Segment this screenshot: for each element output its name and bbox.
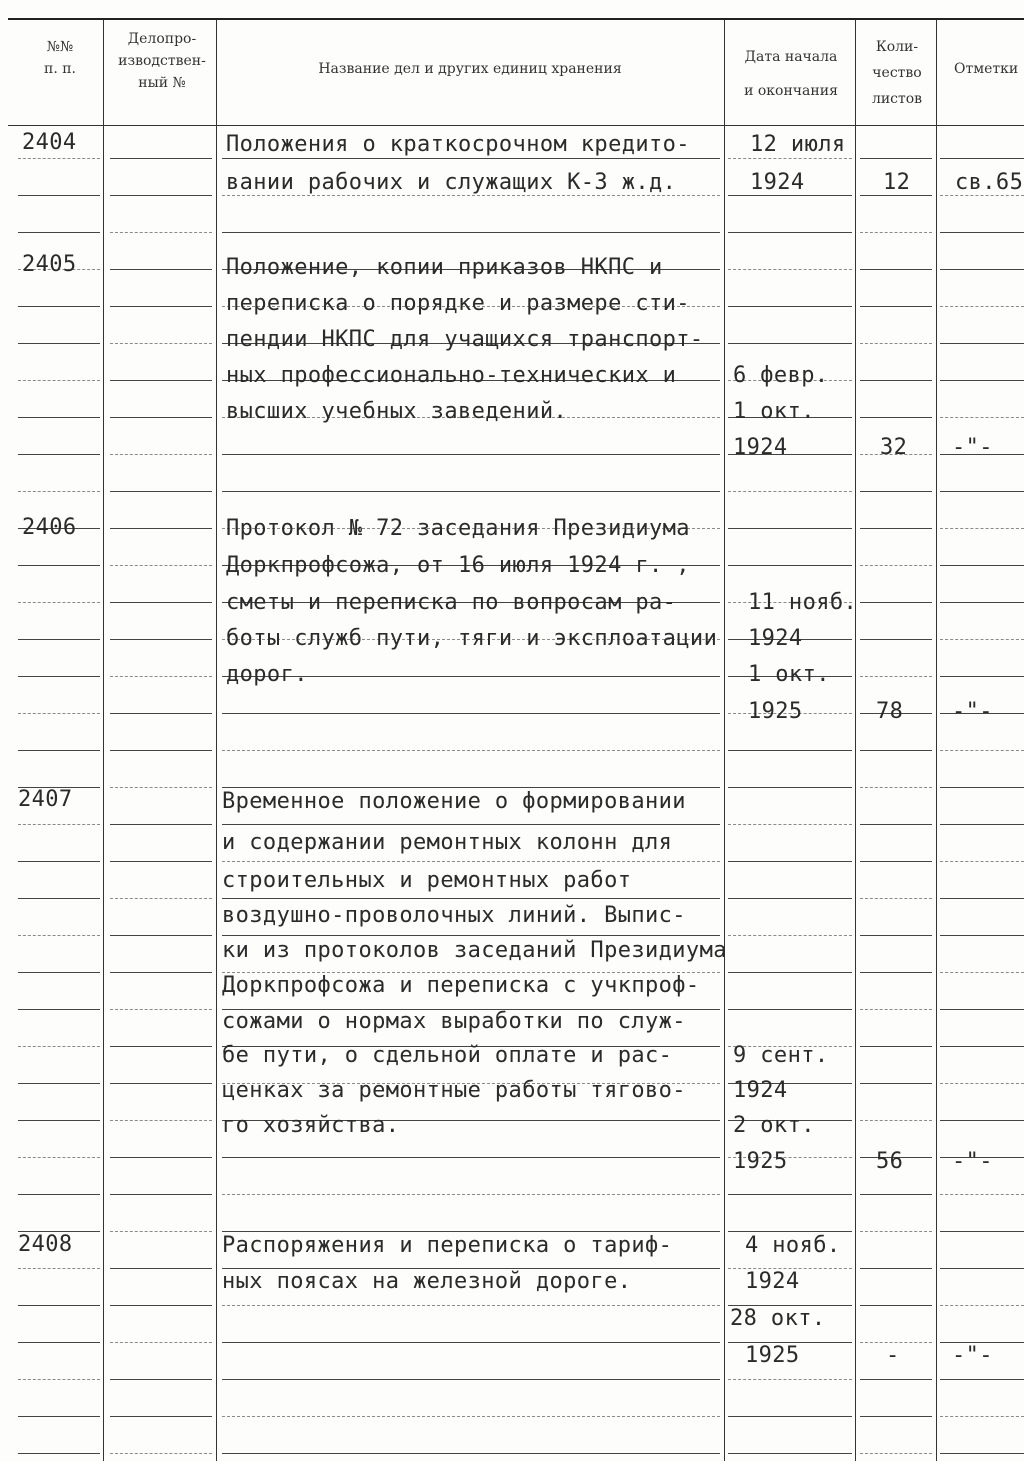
header-text: Отметки bbox=[954, 61, 1019, 77]
ruled-line bbox=[18, 1268, 100, 1269]
ruled-line bbox=[940, 269, 1024, 270]
record-title-line: го хозяйства. bbox=[222, 1113, 400, 1138]
ruled-line bbox=[860, 1009, 932, 1010]
ruled-line bbox=[860, 861, 932, 862]
ruled-line bbox=[18, 713, 100, 714]
ruled-line bbox=[110, 1416, 212, 1417]
header-bottom-border bbox=[8, 125, 1024, 126]
ruled-line bbox=[940, 972, 1024, 973]
ruled-line bbox=[860, 1120, 932, 1121]
ruled-line bbox=[940, 158, 1024, 159]
ruled-line bbox=[18, 972, 100, 973]
header-number-col bbox=[20, 36, 100, 80]
record-title-line: высших учебных заведений. bbox=[226, 399, 568, 424]
ruled-line bbox=[222, 454, 720, 455]
ruled-line bbox=[110, 1046, 212, 1047]
ruled-line bbox=[110, 861, 212, 862]
ruled-line bbox=[110, 1157, 212, 1158]
record-date: 12 июля bbox=[750, 132, 846, 157]
ruled-line bbox=[860, 195, 932, 196]
ruled-line bbox=[860, 935, 932, 936]
ruled-line bbox=[728, 1416, 852, 1417]
ruled-line bbox=[728, 787, 852, 788]
record-sheet-count: - bbox=[886, 1343, 900, 1368]
record-title-line: ных поясах на железной дороге. bbox=[222, 1269, 632, 1294]
ruled-line bbox=[222, 1194, 720, 1195]
ruled-line bbox=[110, 158, 212, 159]
record-date: 1924 bbox=[748, 626, 803, 651]
ruled-line bbox=[940, 1194, 1024, 1195]
ruled-line bbox=[18, 750, 100, 751]
ruled-line bbox=[940, 1083, 1024, 1084]
ruled-line bbox=[860, 676, 932, 677]
ruled-line bbox=[222, 935, 720, 936]
ruled-line bbox=[18, 417, 100, 418]
ruled-line bbox=[860, 1194, 932, 1195]
ruled-line bbox=[860, 1083, 932, 1084]
ruled-line bbox=[110, 1120, 212, 1121]
ruled-line bbox=[110, 1453, 212, 1454]
record-note: -"- bbox=[952, 1343, 993, 1368]
record-number: 2405 bbox=[22, 252, 77, 277]
ruled-line bbox=[110, 1009, 212, 1010]
ruled-line bbox=[940, 565, 1024, 566]
ruled-line bbox=[110, 343, 212, 344]
ruled-line bbox=[728, 343, 852, 344]
ruled-line bbox=[860, 1305, 932, 1306]
ruled-line bbox=[728, 1453, 852, 1454]
ruled-line bbox=[18, 454, 100, 455]
ruled-line bbox=[18, 1453, 100, 1454]
ruled-line bbox=[860, 1379, 932, 1380]
ruled-line bbox=[860, 972, 932, 973]
ruled-line bbox=[222, 1305, 720, 1306]
ruled-line bbox=[110, 972, 212, 973]
ruled-line bbox=[860, 824, 932, 825]
ruled-line bbox=[222, 1379, 720, 1380]
record-title-line: Положение, копии приказов НКПС и bbox=[226, 255, 663, 280]
ruled-line bbox=[18, 158, 100, 159]
record-title-line: бе пути, о сдельной оплате и рас- bbox=[222, 1043, 673, 1068]
ruled-line bbox=[940, 232, 1024, 233]
ruled-line bbox=[940, 195, 1024, 196]
ruled-line bbox=[222, 491, 720, 492]
column-divider bbox=[216, 20, 217, 1461]
record-note: -"- bbox=[952, 1149, 993, 1174]
ruled-line bbox=[860, 528, 932, 529]
ruled-line bbox=[940, 1231, 1024, 1232]
ruled-line bbox=[940, 750, 1024, 751]
table-top-border bbox=[8, 18, 1024, 20]
record-note: св.65 bbox=[955, 170, 1024, 195]
header-office-col bbox=[110, 28, 214, 94]
ruled-line bbox=[18, 1009, 100, 1010]
ruled-line bbox=[18, 232, 100, 233]
record-title-line: Доркпрофсожа, от 16 июля 1924 г. , bbox=[226, 553, 690, 578]
ruled-line bbox=[940, 380, 1024, 381]
record-title-line: Доркпрофсожа и переписка с учкпроф- bbox=[222, 973, 700, 998]
record-number: 2406 bbox=[22, 515, 77, 540]
ruled-line bbox=[728, 528, 852, 529]
ruled-line bbox=[110, 1083, 212, 1084]
record-date: 6 февр. bbox=[733, 363, 829, 388]
ruled-line bbox=[110, 195, 212, 196]
ruled-line bbox=[728, 861, 852, 862]
header-text: изводствен- bbox=[118, 53, 206, 69]
record-date: 1 окт. bbox=[748, 662, 830, 687]
ruled-line bbox=[940, 824, 1024, 825]
record-sheet-count: 56 bbox=[876, 1149, 904, 1174]
ruled-line bbox=[222, 195, 720, 196]
ruled-line bbox=[110, 602, 212, 603]
ruled-line bbox=[940, 1453, 1024, 1454]
ruled-line bbox=[110, 380, 212, 381]
record-title-line: Временное положение о формировании bbox=[222, 789, 686, 814]
ruled-line bbox=[728, 935, 852, 936]
ruled-line bbox=[728, 565, 852, 566]
header-text: №№ bbox=[46, 39, 74, 55]
ruled-line bbox=[728, 1379, 852, 1380]
ruled-line bbox=[860, 343, 932, 344]
ruled-line bbox=[110, 898, 212, 899]
ruled-line bbox=[18, 1157, 100, 1158]
ruled-line bbox=[110, 269, 212, 270]
header-text: чество bbox=[872, 65, 922, 81]
ruled-line bbox=[18, 1305, 100, 1306]
ruled-line bbox=[860, 269, 932, 270]
record-title-line: строительных и ремонтных работ bbox=[222, 868, 632, 893]
ruled-line bbox=[110, 1379, 212, 1380]
ruled-line bbox=[940, 306, 1024, 307]
ruled-line bbox=[110, 935, 212, 936]
ruled-line bbox=[940, 1268, 1024, 1269]
ruled-line bbox=[940, 639, 1024, 640]
record-date: 1925 bbox=[748, 699, 803, 724]
column-divider bbox=[103, 20, 104, 1461]
ruled-line bbox=[860, 639, 932, 640]
ruled-line bbox=[860, 158, 932, 159]
record-note: -"- bbox=[952, 435, 993, 460]
header-notes-col bbox=[940, 58, 1024, 80]
header-title-col bbox=[220, 58, 720, 80]
record-title-line: пендии НКПС для учащихся транспорт- bbox=[226, 327, 704, 352]
record-date: 11 нояб. bbox=[748, 590, 858, 615]
header-text: Делопро- bbox=[127, 31, 197, 47]
ruled-line bbox=[18, 195, 100, 196]
record-title-line: сметы и переписка по вопросам ра- bbox=[226, 590, 677, 615]
ruled-line bbox=[110, 1305, 212, 1306]
ruled-line bbox=[18, 1194, 100, 1195]
ruled-line bbox=[110, 454, 212, 455]
ruled-line bbox=[860, 1416, 932, 1417]
ruled-line bbox=[222, 787, 720, 788]
ruled-line bbox=[110, 1268, 212, 1269]
record-title-line: переписка о порядке и размере сти- bbox=[226, 291, 690, 316]
record-title-line: ных профессионально-технических и bbox=[226, 363, 677, 388]
ruled-line bbox=[940, 787, 1024, 788]
ruled-line bbox=[110, 306, 212, 307]
ruled-line bbox=[860, 491, 932, 492]
ruled-line bbox=[18, 343, 100, 344]
header-count-col bbox=[858, 34, 936, 112]
record-date: 4 нояб. bbox=[745, 1233, 841, 1258]
record-date: 28 окт. bbox=[730, 1306, 826, 1331]
ruled-line bbox=[940, 1379, 1024, 1380]
ruled-line bbox=[110, 787, 212, 788]
record-number: 2407 bbox=[18, 787, 73, 812]
record-number: 2408 bbox=[18, 1232, 73, 1257]
ruled-line bbox=[18, 1046, 100, 1047]
record-sheet-count: 78 bbox=[876, 699, 904, 724]
ruled-line bbox=[222, 158, 720, 159]
ruled-line bbox=[110, 565, 212, 566]
ruled-line bbox=[728, 898, 852, 899]
ruled-line bbox=[940, 343, 1024, 344]
ruled-line bbox=[940, 528, 1024, 529]
ruled-line bbox=[110, 232, 212, 233]
header-text: и окончания bbox=[744, 83, 838, 99]
ruled-line bbox=[940, 1120, 1024, 1121]
ruled-line bbox=[18, 935, 100, 936]
record-title-line: ценках за ремонтные работы тягово- bbox=[222, 1078, 686, 1103]
record-title-line: воздушно-проволочных линий. Выпис- bbox=[222, 903, 686, 928]
record-date: 9 сент. bbox=[733, 1043, 829, 1068]
ruled-line bbox=[728, 491, 852, 492]
ruled-line bbox=[18, 1342, 100, 1343]
ruled-line bbox=[110, 676, 212, 677]
ruled-line bbox=[110, 1231, 212, 1232]
ruled-line bbox=[222, 713, 720, 714]
ruled-line bbox=[860, 306, 932, 307]
ruled-line bbox=[940, 676, 1024, 677]
ruled-line bbox=[222, 824, 720, 825]
ruled-line bbox=[860, 1268, 932, 1269]
ruled-line bbox=[222, 1453, 720, 1454]
ruled-line bbox=[940, 1046, 1024, 1047]
column-divider bbox=[936, 20, 937, 1461]
ruled-line bbox=[860, 1231, 932, 1232]
record-date: 2 окт. bbox=[733, 1113, 815, 1138]
ruled-line bbox=[728, 306, 852, 307]
ruled-line bbox=[940, 417, 1024, 418]
ruled-line bbox=[940, 602, 1024, 603]
ruled-line bbox=[940, 491, 1024, 492]
ruled-line bbox=[940, 1009, 1024, 1010]
ruled-line bbox=[940, 935, 1024, 936]
ruled-line bbox=[860, 750, 932, 751]
ruled-line bbox=[860, 380, 932, 381]
ruled-line bbox=[18, 1416, 100, 1417]
record-sheet-count: 12 bbox=[883, 170, 911, 195]
ruled-line bbox=[18, 1379, 100, 1380]
ruled-line bbox=[222, 1416, 720, 1417]
ruled-line bbox=[222, 1157, 720, 1158]
ruled-line bbox=[728, 1231, 852, 1232]
record-title-line: ки из протоколов заседаний Президиума bbox=[222, 938, 727, 963]
ruled-line bbox=[728, 195, 852, 196]
ruled-line bbox=[222, 898, 720, 899]
ruled-line bbox=[940, 1416, 1024, 1417]
ruled-line bbox=[18, 824, 100, 825]
ruled-line bbox=[18, 1083, 100, 1084]
ruled-line bbox=[110, 639, 212, 640]
ruled-line bbox=[18, 861, 100, 862]
header-text: п. п. bbox=[43, 61, 76, 77]
ruled-line bbox=[222, 232, 720, 233]
ruled-line bbox=[940, 1305, 1024, 1306]
ruled-line bbox=[222, 750, 720, 751]
ruled-line bbox=[18, 565, 100, 566]
record-title-line: Протокол № 72 заседания Президиума bbox=[226, 516, 690, 541]
record-title-line: дорог. bbox=[226, 662, 308, 687]
ruled-line bbox=[18, 602, 100, 603]
record-title-line: боты служб пути, тяги и эксплоатации bbox=[226, 626, 718, 651]
ruled-line bbox=[728, 158, 852, 159]
record-date: 1924 bbox=[745, 1269, 800, 1294]
ruled-line bbox=[110, 713, 212, 714]
ruled-line bbox=[110, 750, 212, 751]
header-text: ный № bbox=[138, 75, 186, 91]
header-text: Название дел и других единиц хранения bbox=[318, 61, 622, 77]
ruled-line bbox=[728, 750, 852, 751]
ruled-line bbox=[18, 306, 100, 307]
ruled-line bbox=[940, 898, 1024, 899]
ruled-line bbox=[18, 676, 100, 677]
ruled-line bbox=[860, 787, 932, 788]
record-title-line: Распоряжения и переписка о тариф- bbox=[222, 1233, 673, 1258]
ruled-line bbox=[860, 417, 932, 418]
ruled-line bbox=[110, 824, 212, 825]
ruled-line bbox=[18, 491, 100, 492]
ruled-line bbox=[110, 491, 212, 492]
record-date: 1924 bbox=[733, 435, 788, 460]
ruled-line bbox=[860, 232, 932, 233]
ruled-line bbox=[222, 861, 720, 862]
column-divider bbox=[855, 20, 856, 1461]
column-divider bbox=[724, 20, 725, 1461]
record-date: 1924 bbox=[733, 1078, 788, 1103]
ruled-line bbox=[222, 1342, 720, 1343]
record-title-line: Положения о краткосрочном кредито- bbox=[226, 132, 690, 157]
record-date: 1924 bbox=[750, 170, 805, 195]
record-title-line: и содержании ремонтных колонн для bbox=[222, 830, 673, 855]
ruled-line bbox=[18, 898, 100, 899]
ruled-line bbox=[860, 898, 932, 899]
ruled-line bbox=[728, 1009, 852, 1010]
ruled-line bbox=[18, 380, 100, 381]
ruled-line bbox=[18, 1120, 100, 1121]
record-sheet-count: 32 bbox=[880, 435, 908, 460]
record-title-line: сожами о нормах выработки по служ- bbox=[222, 1009, 686, 1034]
ruled-line bbox=[110, 1194, 212, 1195]
record-date: 1925 bbox=[745, 1343, 800, 1368]
ruled-line bbox=[728, 1194, 852, 1195]
ruled-line bbox=[728, 972, 852, 973]
record-date: 1 окт. bbox=[733, 399, 815, 424]
ruled-line bbox=[110, 417, 212, 418]
ruled-line bbox=[860, 1046, 932, 1047]
header-dates-col bbox=[728, 40, 854, 108]
ruled-line bbox=[222, 1231, 720, 1232]
ruled-line bbox=[940, 861, 1024, 862]
record-title-line: вании рабочих и служащих К-З ж.д. bbox=[226, 170, 677, 195]
ruled-line bbox=[860, 602, 932, 603]
ruled-line bbox=[860, 565, 932, 566]
ruled-line bbox=[728, 824, 852, 825]
record-note: -"- bbox=[952, 699, 993, 724]
ruled-line bbox=[728, 269, 852, 270]
record-date: 1925 bbox=[733, 1149, 788, 1174]
header-text: Дата начала bbox=[744, 49, 838, 65]
record-number: 2404 bbox=[22, 130, 77, 155]
ruled-line bbox=[110, 1342, 212, 1343]
ruled-line bbox=[728, 232, 852, 233]
ruled-line bbox=[110, 528, 212, 529]
header-text: Коли- bbox=[875, 39, 919, 55]
ruled-line bbox=[18, 639, 100, 640]
header-text: листов bbox=[871, 91, 923, 107]
ruled-line bbox=[860, 1453, 932, 1454]
